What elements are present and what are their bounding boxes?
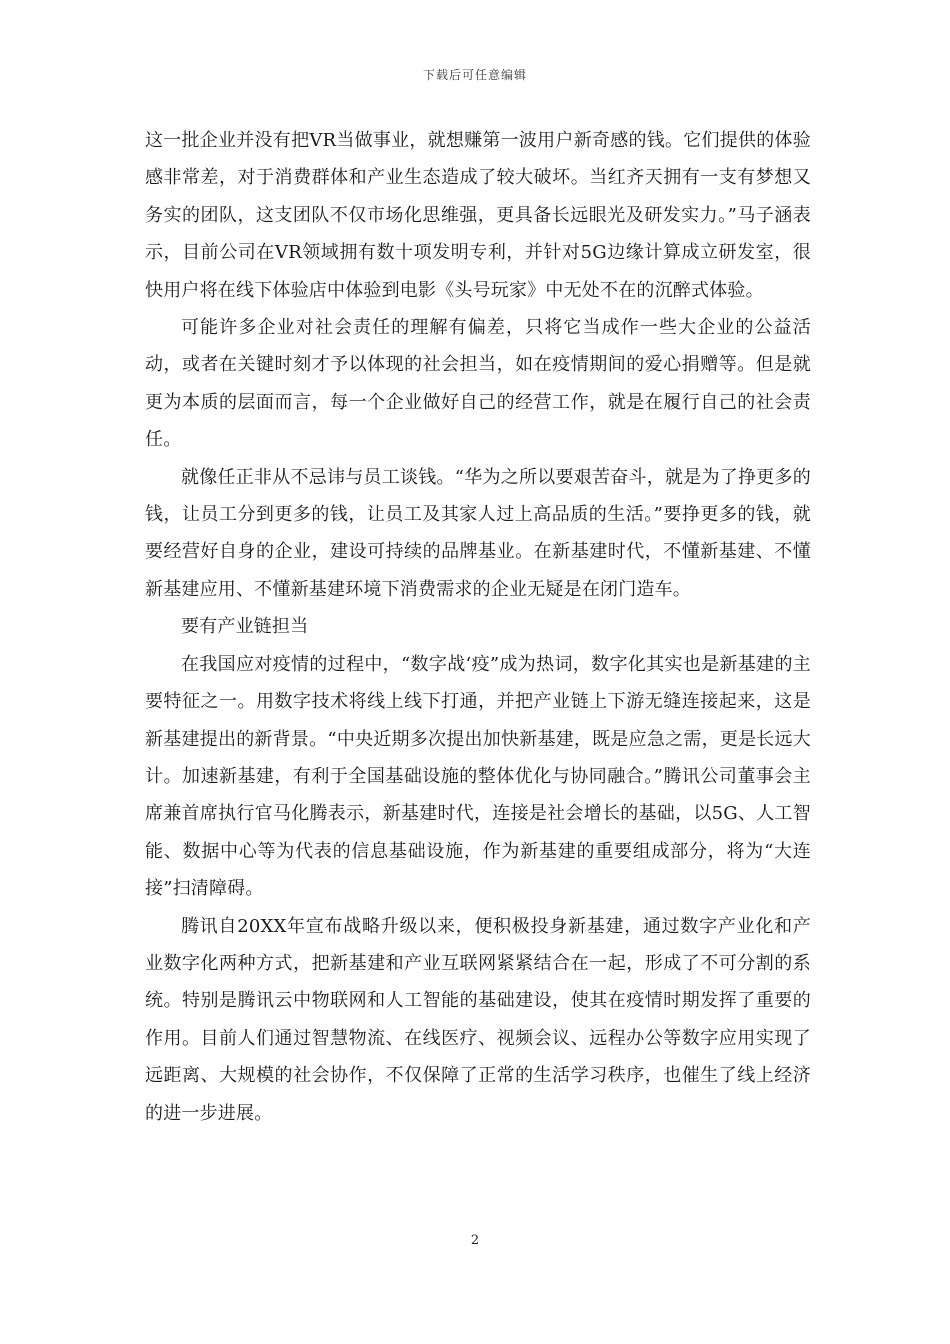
paragraph-ren-zhengfei: 就像任正非从不忌讳与员工谈钱。“华为之所以要艰苦奋斗，就是为了挣更多的钱，让员工分到更多的钱，让员工及其家人过上高品质的生活。”要挣更多的钱，就要经营好自身的企业，建设可持续的品牌基业。在新基建时代，不懂新基建、不懂新基建应用、不懂新基建环境下消费需求的企业无疑是在闭门造车。 [145,466,811,600]
paragraph-digital-fight: 在我国应对疫情的过程中，“数字战‘疫”成为热词，数字化其实也是新基建的主要特征之一。用数字技术将线上线下打通，并把产业链上下游无缝连接起来，这是新基建提出的新背景。“中央近期多次提出加快新基建，既是应急之需，更是长远大计。加速新基建，有利于全国基础设施的整体优化与协同融合。”腾讯公司董事会主席兼首席执行官马化腾表示，新基建时代，连接是社会增长的基础，以5G、人工智能、数据中心等为代表的信息基础设施，作为新基建的重要组成部分，将为“大连接”扫清障碍。 [145,653,811,900]
paragraph-tencent: 腾讯自20XX年宣布战略升级以来，便积极投身新基建，通过数字产业化和产业数字化两种方式，把新基建和产业互联网紧紧结合在一起，形成了不可分割的系统。特别是腾讯云中物联网和人工智能的基础建设，使其在疫情时期发挥了重要的作用。目前人们通过智慧物流、在线医疗、视频会议、远程办公等数字应用实现了远距离、大规模的社会协作，不仅保障了正常的生活学习秩序，也催生了线上经济的进一步进展。 [145,915,811,1124]
document-body [145,122,811,1132]
section-heading: 要有产业链担当 [181,616,309,638]
page-number: 2 [470,1233,480,1248]
paragraph-continuation: 这一批企业并没有把VR当做事业，就想赚第一波用户新奇感的钱。它们提供的体验感非常差，对于消费群体和产业生态造成了较大破坏。当红齐天拥有一支有梦想又务实的团队，这支团队不仅市场化思维强，更具备长远眼光及研发实力。”马子涵表示，目前公司在VR领域拥有数十项发明专利，并针对5G边缘计算成立研发室，很快用户将在线下体验店中体验到电影《头号玩家》中无处不在的沉醉式体验。 [145,130,811,301]
page-header: 下载后可任意编辑 [422,68,527,82]
paragraph-social-responsibility: 可能许多企业对社会责任的理解有偏差，只将它当成作一些大企业的公益活动，或者在关键时刻才予以体现的社会担当，如在疫情期间的爱心捐赠等。但是就更为本质的层面而言，每一个企业做好自己的经营工作，就是在履行自己的社会责任。 [145,317,811,451]
